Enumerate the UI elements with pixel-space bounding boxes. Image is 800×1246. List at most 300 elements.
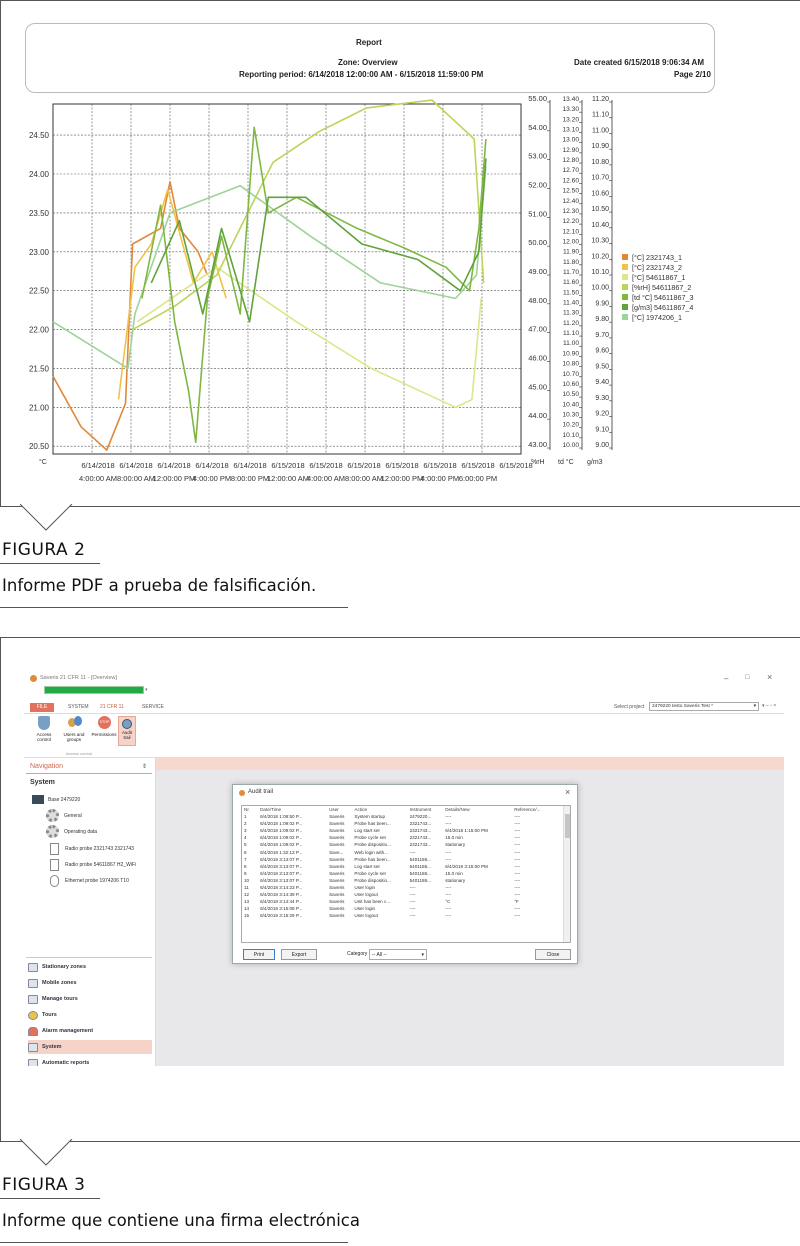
figure-2-pointer <box>18 504 78 534</box>
right-axis-tick-label: 55.00 <box>528 96 547 103</box>
table-cell: ---- <box>409 913 416 919</box>
table-cell: Saveris <box>329 870 345 876</box>
right-axis-tick-label: 13.10 <box>562 126 579 134</box>
right-axis-tick-label: 12.00 <box>562 238 579 246</box>
window-title: Saveris 21 CFR 11 - [Overview] <box>40 675 117 681</box>
system-tools-icon <box>28 1043 38 1052</box>
table-cell: ---- <box>514 913 521 919</box>
right-axis-tick-label: 12.90 <box>562 146 579 154</box>
nav-stationary-zones-label: Stationary zones <box>42 964 87 970</box>
tab-system[interactable]: SYSTEM <box>68 704 89 710</box>
x-tick-time-label: 4:00:00 PM <box>192 474 232 483</box>
table-cell: ---- <box>514 863 521 869</box>
saveris-app-window <box>24 666 784 1066</box>
access-control-label: Access control <box>36 732 52 742</box>
y-left-tick-label: 22.50 <box>28 286 49 296</box>
table-cell: 6/4/2018 1:09:02 P... <box>260 821 303 827</box>
chevron-down-icon: ▾ <box>421 952 424 958</box>
select-project-value: 2479220 testo Saveris Test * <box>652 704 713 709</box>
x-tick-date-label: 6/15/2018 <box>271 461 305 470</box>
table-cell: 1 <box>244 814 247 820</box>
right-axis-tick-label: 10.30 <box>591 237 609 245</box>
audit-trail-label: Audit trail <box>121 730 132 740</box>
right-axis-tick-label: 12.30 <box>562 207 579 215</box>
table-cell: 11 <box>244 885 249 891</box>
y-gm3-unit-label: g/m3 <box>587 459 603 466</box>
nav-system[interactable] <box>28 1040 152 1054</box>
right-axis-tick-label: 11.60 <box>562 279 579 287</box>
right-axis-tick-label: 50.00 <box>528 238 547 248</box>
nav-tours[interactable] <box>28 1008 152 1022</box>
table-cell: ---- <box>514 821 521 827</box>
table-cell: ---- <box>514 835 521 841</box>
nav-alarm-label: Alarm management <box>42 1028 94 1034</box>
table-cell: 2 <box>244 821 247 827</box>
y-left-tick-label: 21.00 <box>28 403 49 413</box>
maximize-button[interactable]: □ <box>745 674 750 681</box>
table-cell: User logout <box>354 913 378 919</box>
y-left-tick-label: 22.00 <box>28 325 49 335</box>
tours-icon <box>28 1011 38 1020</box>
table-cell: Saveris <box>329 821 345 827</box>
table-row[interactable] <box>242 891 564 898</box>
table-cell: Probe dispositio... <box>354 842 391 848</box>
right-axis-tick-label: 10.50 <box>562 391 579 399</box>
y-left-tick-label: 21.50 <box>28 364 49 374</box>
table-cell: 9 <box>244 870 247 876</box>
right-axis-tick-label: 10.90 <box>591 143 609 151</box>
table-row[interactable] <box>242 813 564 820</box>
progress-bar-fill <box>45 687 143 693</box>
right-axis-tick-label: 10.80 <box>591 158 609 166</box>
table-cell: 15 <box>244 913 250 919</box>
table-cell: 6/4/2018 3:13:07 P... <box>260 856 303 862</box>
right-axis-tick-label: 46.00 <box>528 353 547 363</box>
mobile-zones-icon <box>28 979 38 988</box>
right-axis-tick-label: 13.00 <box>562 136 579 144</box>
table-cell: 5 <box>244 842 247 848</box>
right-axis-tick-label: 9.60 <box>595 347 609 355</box>
x-tick-time-label: 12:00:00 PM <box>380 474 424 483</box>
table-cell: 15.0 min <box>445 835 463 841</box>
table-cell: 4 <box>244 835 247 841</box>
right-axis-tick-label: 51.00 <box>528 209 547 219</box>
x-tick-time-label: 6:00:00 PM <box>458 474 498 483</box>
right-axis-tick-label: 44.00 <box>528 411 547 421</box>
dialog-title-icon <box>239 790 245 796</box>
column-header[interactable]: Details/New <box>445 807 470 812</box>
x-tick-date-label: 6/14/2018 <box>119 461 153 470</box>
table-cell: 7 <box>244 856 247 862</box>
column-header[interactable]: Instrument <box>409 807 432 812</box>
users-groups-button[interactable] <box>58 716 90 746</box>
table-cell: stationary <box>445 877 466 883</box>
table-cell: 10 <box>244 877 250 883</box>
ethernet-probe-icon <box>50 875 59 887</box>
table-row[interactable] <box>242 820 564 827</box>
report-zone: Zone: Overview <box>338 58 398 67</box>
tree-operating-data[interactable] <box>46 825 97 838</box>
report-period: Reporting period: 6/14/2018 12:00:00 AM - 6/15/2018 11:59:00 PM <box>239 70 484 79</box>
nav-manage-tours[interactable] <box>28 992 152 1006</box>
table-cell: ---- <box>445 913 452 919</box>
table-cell: 2321743... <box>409 821 432 827</box>
radio-probe-icon <box>50 843 59 855</box>
app-logo-icon <box>30 675 37 682</box>
table-cell: User logout <box>354 892 378 898</box>
figure-3-caption: Informe que contiene una firma electrónica <box>2 1211 360 1230</box>
table-cell: ---- <box>445 856 452 862</box>
table-cell: ---- <box>445 814 452 820</box>
alarm-bell-icon <box>28 1027 38 1036</box>
audit-trail-button[interactable] <box>118 716 136 746</box>
legend-entry: [%rH] 54611867_2 <box>632 283 692 292</box>
x-tick-time-label: 8:00:00 AM <box>345 474 383 483</box>
x-tick-date-label: 6/14/2018 <box>195 461 229 470</box>
y-td-unit-label: td °C <box>558 459 574 466</box>
table-cell: Saveris <box>329 842 345 848</box>
chevron-down-icon: ▾ <box>753 704 756 709</box>
figure-2-caption: Informe PDF a prueba de falsificación. <box>2 576 317 595</box>
table-cell: ---- <box>445 821 452 827</box>
table-cell: ---- <box>514 877 521 883</box>
close-window-button[interactable]: × <box>767 672 773 682</box>
right-axis-tick-label: 10.80 <box>562 360 579 368</box>
table-cell: ---- <box>409 899 416 905</box>
system-title: System <box>30 779 55 786</box>
figure-3-label-rule <box>0 1198 100 1199</box>
table-cell: 6/4/2018 3:15:00 PM <box>445 863 488 869</box>
table-cell: Probe has been... <box>354 856 391 862</box>
right-axis-tick-label: 10.40 <box>562 401 579 409</box>
right-axis-tick-label: 11.00 <box>562 340 579 348</box>
right-axis-tick-label: 11.50 <box>562 289 579 297</box>
right-axis-tick-label: 10.70 <box>562 370 579 378</box>
navigation-pin-icon[interactable]: ⇕ <box>142 764 148 770</box>
table-cell: ---- <box>514 870 521 876</box>
x-tick-date-label: 6/15/2018 <box>499 461 533 470</box>
tab-service[interactable]: SERVICE <box>142 704 164 710</box>
right-axis-tick-label: 43.00 <box>528 440 547 449</box>
table-row[interactable] <box>242 898 564 905</box>
table-cell: 14 <box>244 906 250 912</box>
tab-21cfr11[interactable]: 21 CFR 11 <box>100 704 124 710</box>
report-page-number: Page 2/10 <box>674 70 711 79</box>
table-cell: 6/4/2018 3:14:23 P... <box>260 885 303 891</box>
shield-icon <box>38 716 50 730</box>
table-cell: ---- <box>514 885 521 891</box>
column-header[interactable]: Date/Time <box>260 807 282 812</box>
right-axis-tick-label: 9.90 <box>595 300 609 308</box>
table-cell: 6/4/2018 3:13:07 P... <box>260 863 303 869</box>
nav-items-separator <box>26 957 152 958</box>
tree-probe3-label: Ethernet probe 1974206 T10 <box>65 878 129 884</box>
legend-swatch <box>622 294 628 300</box>
category-label: Category <box>347 951 368 957</box>
x-tick-date-label: 6/14/2018 <box>157 461 191 470</box>
table-cell: 5401186... <box>409 870 431 876</box>
users-groups-label: Users and groups <box>63 732 85 742</box>
table-cell: 5401186... <box>409 856 431 862</box>
category-dropdown[interactable] <box>369 949 427 960</box>
table-cell: 6/4/2018 3:15:08 P... <box>260 906 303 912</box>
table-cell: 6/4/2018 1:09:02 P... <box>260 835 303 841</box>
legend-entry: [°C] 2321743_1 <box>632 253 683 262</box>
table-cell: 2321743... <box>409 828 432 834</box>
nav-manage-tours-label: Manage tours <box>42 996 78 1002</box>
table-cell: Probe cycle set <box>354 870 386 876</box>
x-tick-date-label: 6/15/2018 <box>461 461 495 470</box>
right-axis-tick-label: 11.80 <box>562 258 579 266</box>
table-cell: 5401186... <box>409 877 431 883</box>
x-tick-time-label: 4:00:00 AM <box>79 474 117 483</box>
figure-2-label: FIGURA 2 <box>2 540 86 560</box>
table-row[interactable] <box>242 856 564 863</box>
table-row[interactable] <box>242 884 564 891</box>
right-axis-tick-label: 45.00 <box>528 382 547 392</box>
nav-mobile-zones[interactable] <box>28 976 152 990</box>
right-axis-tick-label: 10.20 <box>562 421 579 429</box>
right-axis-tick-label: 9.20 <box>595 410 609 418</box>
right-axis-tick-label: 11.40 <box>562 299 579 307</box>
legend-swatch <box>622 314 628 320</box>
permissions-label: Permissions <box>91 732 117 737</box>
automatic-reports-icon <box>28 1059 38 1067</box>
table-cell: System startup <box>354 814 386 820</box>
legend-swatch <box>622 304 628 310</box>
right-axis-tick-label: 10.10 <box>591 269 609 276</box>
tab-file[interactable]: FILE <box>30 703 54 712</box>
legend-entry: [g/m3] 54611867_4 <box>632 303 694 312</box>
progress-dropdown-icon[interactable]: ▾ <box>145 687 148 693</box>
right-axis-tick-label: 49.00 <box>528 267 547 276</box>
y-left-tick-label: 23.00 <box>28 247 49 257</box>
table-cell: ---- <box>409 892 416 898</box>
right-axis-tick-label: 11.70 <box>562 269 579 276</box>
close-button[interactable]: Close <box>535 949 571 960</box>
table-row[interactable] <box>242 849 564 856</box>
access-control-button[interactable] <box>30 716 58 746</box>
table-cell: ---- <box>445 906 452 912</box>
table-cell: ---- <box>445 849 452 855</box>
right-axis-tick-label: 12.50 <box>562 187 579 195</box>
table-cell: Unit has been c... <box>354 899 391 905</box>
tree-general[interactable] <box>46 809 82 822</box>
table-cell: 2321743... <box>409 835 432 841</box>
report-figure-frame <box>0 0 800 507</box>
right-axis-tick-label: 9.30 <box>595 394 609 402</box>
table-scrollbar[interactable] <box>563 806 570 942</box>
y-left-tick-label: 24.50 <box>28 131 49 141</box>
right-axis-tick-label: 13.40 <box>562 96 579 103</box>
x-tick-time-label: 8:00:00 PM <box>230 474 270 483</box>
table-cell: stationary <box>445 842 466 848</box>
table-cell: ---- <box>514 814 521 820</box>
radio-probe-icon <box>50 859 59 871</box>
x-tick-date-label: 6/15/2018 <box>347 461 381 470</box>
tree-ethernet-probe[interactable] <box>50 875 129 887</box>
table-cell: Saveris <box>329 913 345 919</box>
table-cell: Saveris <box>329 835 345 841</box>
table-cell: Log start set <box>354 863 380 869</box>
x-tick-time-label: 12:00:00 PM <box>152 474 196 483</box>
right-axis-tick-label: 11.10 <box>592 111 609 119</box>
ribbon-collapse-controls[interactable]: ▾ – ▫ × <box>762 703 777 709</box>
table-cell: Probe cycle set <box>354 835 386 841</box>
right-axis-tick-label: 12.20 <box>562 218 579 226</box>
right-axis-tick-label: 12.10 <box>562 228 579 236</box>
right-axis-tick-label: 9.50 <box>595 363 609 371</box>
right-axis-tick-label: 11.20 <box>562 319 579 327</box>
table-cell: ---- <box>445 885 452 891</box>
tree-radio-probe-2[interactable] <box>50 859 136 871</box>
figure-2-caption-rule <box>0 607 348 608</box>
manage-tours-icon <box>28 995 38 1004</box>
table-cell: ---- <box>514 828 521 834</box>
dialog-title: Audit trail <box>248 789 274 795</box>
table-row[interactable] <box>242 877 564 884</box>
right-axis-tick-label: 9.40 <box>595 379 609 387</box>
legend-entry: [°C] 1974206_1 <box>632 313 683 322</box>
legend-swatch <box>622 264 628 270</box>
tree-probe1-label: Radio probe 2321743 2321743 <box>65 846 134 852</box>
right-axis-tick-label: 12.40 <box>562 197 579 205</box>
x-tick-time-label: 12:00:00 AM <box>266 474 310 483</box>
table-cell: 15.0 min <box>445 870 463 876</box>
export-button[interactable]: Export <box>281 949 317 960</box>
right-axis-tick-label: 11.20 <box>592 96 609 103</box>
nav-automatic-reports-label: Automatic reports <box>42 1060 90 1066</box>
table-row[interactable] <box>242 905 564 912</box>
tree-general-label: General <box>64 812 82 819</box>
figure-2-label-rule <box>0 563 100 564</box>
navigation-title: Navigation <box>30 763 64 770</box>
right-axis-tick-label: 10.20 <box>591 253 609 261</box>
table-cell: 6/4/2018 3:14:39 P... <box>260 892 303 898</box>
nav-automatic-reports[interactable] <box>28 1056 152 1066</box>
table-cell: °C <box>445 899 451 905</box>
table-cell: Saveris <box>329 892 345 898</box>
table-row[interactable] <box>242 834 564 841</box>
dialog-close-icon[interactable]: × <box>565 787 571 797</box>
progress-bar <box>44 686 144 694</box>
table-cell: ---- <box>409 885 416 891</box>
table-cell: Saveris <box>329 899 345 905</box>
print-button[interactable]: Print <box>243 949 275 960</box>
select-project-dropdown[interactable] <box>649 702 759 711</box>
table-row[interactable] <box>242 912 564 919</box>
report-date-created: Date created 6/15/2018 9:06:34 AM <box>574 58 704 67</box>
x-tick-time-label: 4:00:00 PM <box>420 474 460 483</box>
figure-3-caption-rule <box>0 1242 348 1243</box>
table-cell: User login <box>354 885 376 891</box>
x-tick-date-label: 6/15/2018 <box>309 461 343 470</box>
x-tick-date-label: 6/14/2018 <box>233 461 267 470</box>
column-header[interactable]: Nr. <box>244 807 250 812</box>
table-row[interactable] <box>242 870 564 877</box>
column-header[interactable]: Reference/... <box>514 807 541 812</box>
report-chart <box>1 96 800 491</box>
table-cell: ---- <box>409 906 416 912</box>
table-cell: 2479220... <box>409 814 432 820</box>
table-cell: 6/4/2018 1:15:00 PM <box>445 828 488 834</box>
legend-swatch <box>622 274 628 280</box>
table-row[interactable] <box>242 841 564 848</box>
right-axis-tick-label: 9.70 <box>595 331 609 339</box>
base-station-icon <box>32 795 44 804</box>
table-cell: Log start set <box>354 828 380 834</box>
category-value: -- All -- <box>372 952 387 958</box>
right-axis-tick-label: 12.80 <box>562 157 579 165</box>
table-cell: User login <box>354 906 376 912</box>
table-cell: Save... <box>329 849 344 855</box>
right-axis-tick-label: 9.00 <box>595 442 609 449</box>
legend-swatch <box>622 284 628 290</box>
nav-stationary-zones[interactable] <box>28 960 152 974</box>
right-axis-tick-label: 13.20 <box>562 116 579 124</box>
right-axis-tick-label: 10.30 <box>562 411 579 419</box>
nav-tours-label: Tours <box>42 1012 57 1018</box>
scrollbar-thumb[interactable] <box>565 814 570 838</box>
right-axis-tick-label: 11.30 <box>562 309 579 317</box>
table-row[interactable] <box>242 827 564 834</box>
table-cell: 12 <box>244 892 250 898</box>
stationary-zones-icon <box>28 963 38 972</box>
table-cell: Saveris <box>329 863 345 869</box>
tree-base[interactable] <box>32 795 80 804</box>
table-cell: 13 <box>244 899 250 905</box>
minimize-button[interactable]: – <box>724 674 729 683</box>
table-cell: Saveris <box>329 885 345 891</box>
right-axis-tick-label: 10.50 <box>591 206 609 214</box>
table-row[interactable] <box>242 863 564 870</box>
y-left-tick-label: 20.50 <box>28 442 49 452</box>
navigation-panel <box>24 758 156 1066</box>
audit-trail-icon <box>122 719 132 729</box>
navigation-title-rule <box>26 773 152 774</box>
table-cell: Saveris <box>329 828 345 834</box>
table-cell: Probe dispositio... <box>354 877 391 883</box>
right-axis-tick-label: 12.60 <box>562 177 579 185</box>
report-header <box>25 23 715 93</box>
legend-entry: [°C] 54611867_1 <box>632 273 686 282</box>
right-axis-tick-label: 11.90 <box>562 248 579 256</box>
right-axis-tick-label: 10.60 <box>591 190 609 198</box>
table-cell: Saveris <box>329 906 345 912</box>
stop-permissions-icon: STOP <box>98 716 111 729</box>
select-project-label: Select project <box>614 704 645 710</box>
column-header[interactable]: User <box>329 807 339 812</box>
audit-trail-table <box>241 805 571 943</box>
right-axis-tick-label: 9.10 <box>595 426 609 434</box>
x-tick-date-label: 6/15/2018 <box>385 461 419 470</box>
right-axis-tick-label: 10.10 <box>562 431 579 439</box>
tree-radio-probe-1[interactable] <box>50 843 134 855</box>
table-cell: 6/4/2018 1:09:02 P... <box>260 828 303 834</box>
table-cell: Saveris <box>329 814 345 820</box>
nav-system-label: System <box>42 1044 62 1050</box>
right-axis-tick-label: 10.40 <box>591 221 609 229</box>
right-axis-tick-label: 10.00 <box>591 284 609 292</box>
table-cell: ---- <box>514 849 521 855</box>
nav-alarm-management[interactable] <box>28 1024 152 1038</box>
tree-probe2-label: Radio probe 54611867 H2_WiFi <box>65 862 137 868</box>
table-cell: 6/4/2018 3:16:29 P... <box>260 913 303 919</box>
column-header[interactable]: Action <box>354 807 368 812</box>
permissions-button[interactable] <box>88 716 120 746</box>
tree-operating-label: Operating data <box>64 828 98 835</box>
y-left-tick-label: 23.50 <box>28 208 49 218</box>
